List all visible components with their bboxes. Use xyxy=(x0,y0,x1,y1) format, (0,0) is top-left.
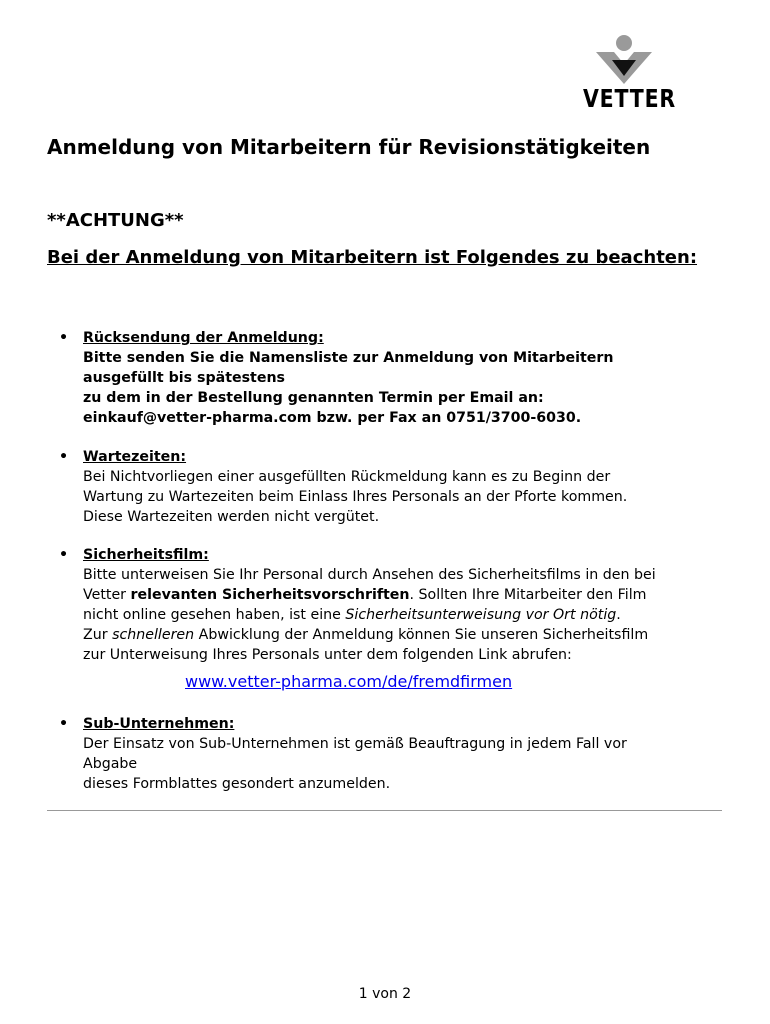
italic-text-run: schnelleren xyxy=(112,627,195,643)
text-run: Vetter xyxy=(83,587,131,603)
bullet-icon: • xyxy=(59,449,69,465)
section-line: Bitte unterweisen Sie Ihr Personal durch Ansehen des Sicherheitsfilms in den bei xyxy=(83,567,656,583)
section-line: Diese Wartezeiten werden nicht vergütet. xyxy=(83,509,380,525)
section-line xyxy=(83,585,723,605)
bold-text-run: relevanten Sicherheitsvorschriften xyxy=(130,587,410,603)
bullet-icon: • xyxy=(59,330,69,346)
section-divider xyxy=(47,810,722,811)
instructions-heading: Bei der Anmeldung von Mitarbeitern ist Folgendes zu beachten: xyxy=(47,247,698,268)
section-line: Bitte senden Sie die Namensliste zur Anmeldung von Mitarbeitern xyxy=(83,350,614,366)
warning-label: **ACHTUNG** xyxy=(47,210,184,231)
italic-text-run: Sicherheitsunterweisung vor Ort nötig xyxy=(345,607,617,623)
text-run: Zur xyxy=(83,627,113,643)
page-number: 1 von 2 xyxy=(358,986,412,1002)
section-line: ausgefüllt bis spätestens xyxy=(83,370,285,386)
bullet-icon: • xyxy=(59,716,69,732)
text-run: . Sollten Ihre Mitarbeiter den Film xyxy=(409,587,647,603)
bullet-icon: • xyxy=(59,547,69,563)
section-line: Abgabe xyxy=(83,756,138,772)
section-line: einkauf@vetter-pharma.com bzw. per Fax an 0751/3700-6030. xyxy=(83,410,582,426)
logo-text: VETTER xyxy=(583,84,677,113)
safety-film-link[interactable]: www.vetter-pharma.com/de/fremdfirmen xyxy=(185,672,513,691)
section-line: Der Einsatz von Sub-Unternehmen ist gemäß Beauftragung in jedem Fall vor xyxy=(83,736,627,752)
section-line: dieses Formblattes gesondert anzumelden. xyxy=(83,776,391,792)
section-line: Wartung zu Wartezeiten beim Einlass Ihres Personals an der Pforte kommen. xyxy=(83,489,628,505)
section-line xyxy=(83,605,723,625)
page-title: Anmeldung von Mitarbeitern für Revisionstätigkeiten xyxy=(47,135,651,159)
section-heading: Wartezeiten: xyxy=(83,449,187,465)
section-line: zur Unterweisung Ihres Personals unter dem folgenden Link abrufen: xyxy=(83,647,572,663)
section-heading: Rücksendung der Anmeldung: xyxy=(83,330,324,346)
text-run: Abwicklung der Anmeldung können Sie unseren Sicherheitsfilm xyxy=(194,627,649,643)
text-run: . xyxy=(616,607,621,623)
section-line xyxy=(83,625,723,645)
section-line: Bei Nichtvorliegen einer ausgefüllten Rückmeldung kann es zu Beginn der xyxy=(83,469,611,485)
section-line: zu dem in der Bestellung genannten Termin per Email an: xyxy=(83,390,544,406)
section-heading: Sub-Unternehmen: xyxy=(83,716,235,732)
text-run: nicht online gesehen haben, ist eine xyxy=(83,607,346,623)
section-heading: Sicherheitsfilm: xyxy=(83,547,209,563)
